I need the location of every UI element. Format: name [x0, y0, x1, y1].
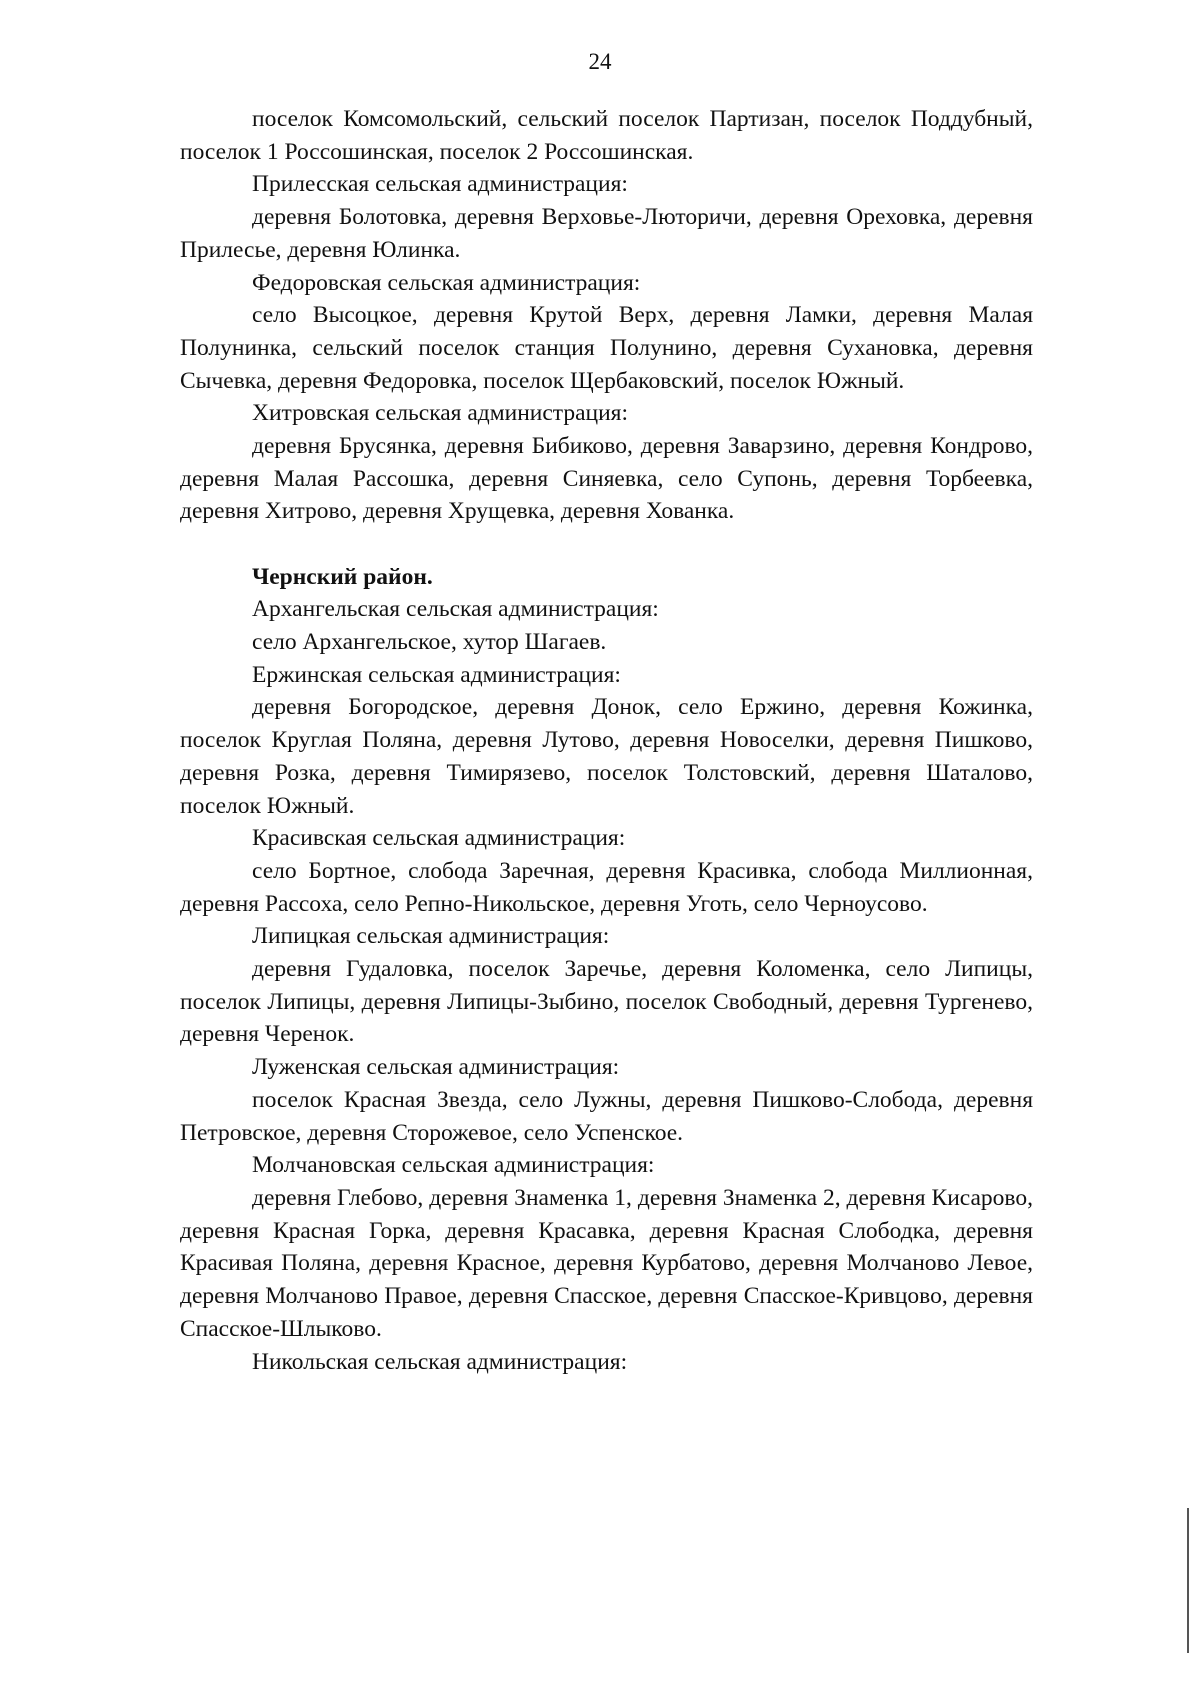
paragraph-settlements-prilesskaya: деревня Болотовка, деревня Верховье-Люторичи, деревня Ореховка, деревня Прилесье, деревня Юлинка.	[180, 204, 1033, 263]
paragraph-settlements-arkhangelskaya: село Архангельское, хутор Шагаев.	[252, 629, 607, 656]
admin-heading-krasivskaya: Красивская сельская администрация:	[252, 825, 626, 852]
admin-heading-nikolskaya: Никольская сельская администрация:	[252, 1348, 628, 1375]
admin-heading-lipitskaya: Липицкая сельская администрация:	[252, 923, 610, 950]
paragraph-settlements-krasivskaya: село Бортное, слобода Заречная, деревня Красивка, слобода Миллионная, деревня Рассоха, село Репно-Никольское, деревня Уготь, село Черноусово.	[180, 857, 1033, 917]
admin-heading-arkhangelskaya: Архангельская сельская администрация:	[252, 596, 659, 623]
admin-heading-khitrovskaya: Хитровская сельская администрация:	[252, 400, 629, 427]
admin-heading-prilesskaya: Прилесская сельская администрация:	[252, 171, 628, 198]
admin-heading-fedorovskaya: Федоровская сельская администрация:	[252, 269, 641, 296]
paragraph-settlements-fedorovskaya: село Высоцкое, деревня Крутой Верх, деревня Ламки, деревня Малая Полунинка, сельский поселок станция Полунино, деревня Сухановка, деревня Сычевка, деревня Федоровка, поселок Щербаковский, поселок Южный.	[180, 302, 1033, 394]
paragraph-settlements-molchanovskaya: деревня Глебово, деревня Знаменка 1, деревня Знаменка 2, деревня Кисарово, деревня Красная Горка, деревня Красавка, деревня Красная Слободка, деревня Красивая Поляна, деревня Красное, деревня Курбатово, деревня Молчаново Левое, деревня Молчаново Правое, деревня Спасское, деревня Спасское-Кривцово, деревня Спасское-Шлыково.	[180, 1185, 1033, 1342]
paragraph-settlements-erzhinskaya: деревня Богородское, деревня Донок, село Ержино, деревня Кожинка, поселок Круглая Поляна, деревня Лутово, деревня Новоселки, деревня Пишково, деревня Розка, деревня Тимирязево, поселок Толстовский, деревня Шаталово, поселок Южный.	[180, 694, 1033, 819]
admin-heading-luzhenskaya: Луженская сельская администрация:	[252, 1054, 620, 1081]
document-body	[180, 103, 1033, 1378]
paragraph-settlements-khitrovskaya: деревня Брусянка, деревня Бибиково, деревня Заварзино, деревня Кондрово, деревня Малая Рассошка, деревня Синяевка, село Супонь, деревня Торбеевка, деревня Хитрово, деревня Хрущевка, деревня Хованка.	[180, 433, 1033, 525]
scan-edge-line	[1187, 1508, 1189, 1653]
district-heading-chernsky: Чернский район.	[252, 563, 433, 590]
admin-heading-erzhinskaya: Ержинская сельская администрация:	[252, 661, 621, 688]
paragraph-settlements-lipitskaya: деревня Гудаловка, поселок Заречье, деревня Коломенка, село Липицы, поселок Липицы, деревня Липицы-Зыбино, поселок Свободный, деревня Тургенево, деревня Черенок.	[180, 956, 1033, 1048]
paragraph-settlements-luzhenskaya: поселок Красная Звезда, село Лужны, деревня Пишково-Слобода, деревня Петровское, деревня Сторожевое, село Успенское.	[180, 1086, 1033, 1146]
paragraph-settlements-continued: поселок Комсомольский, сельский поселок Партизан, поселок Поддубный, поселок 1 Россошинская, поселок 2 Россошинская.	[180, 106, 1033, 165]
admin-heading-molchanovskaya: Молчановская сельская администрация:	[252, 1152, 655, 1179]
page-number: 24	[588, 49, 612, 74]
